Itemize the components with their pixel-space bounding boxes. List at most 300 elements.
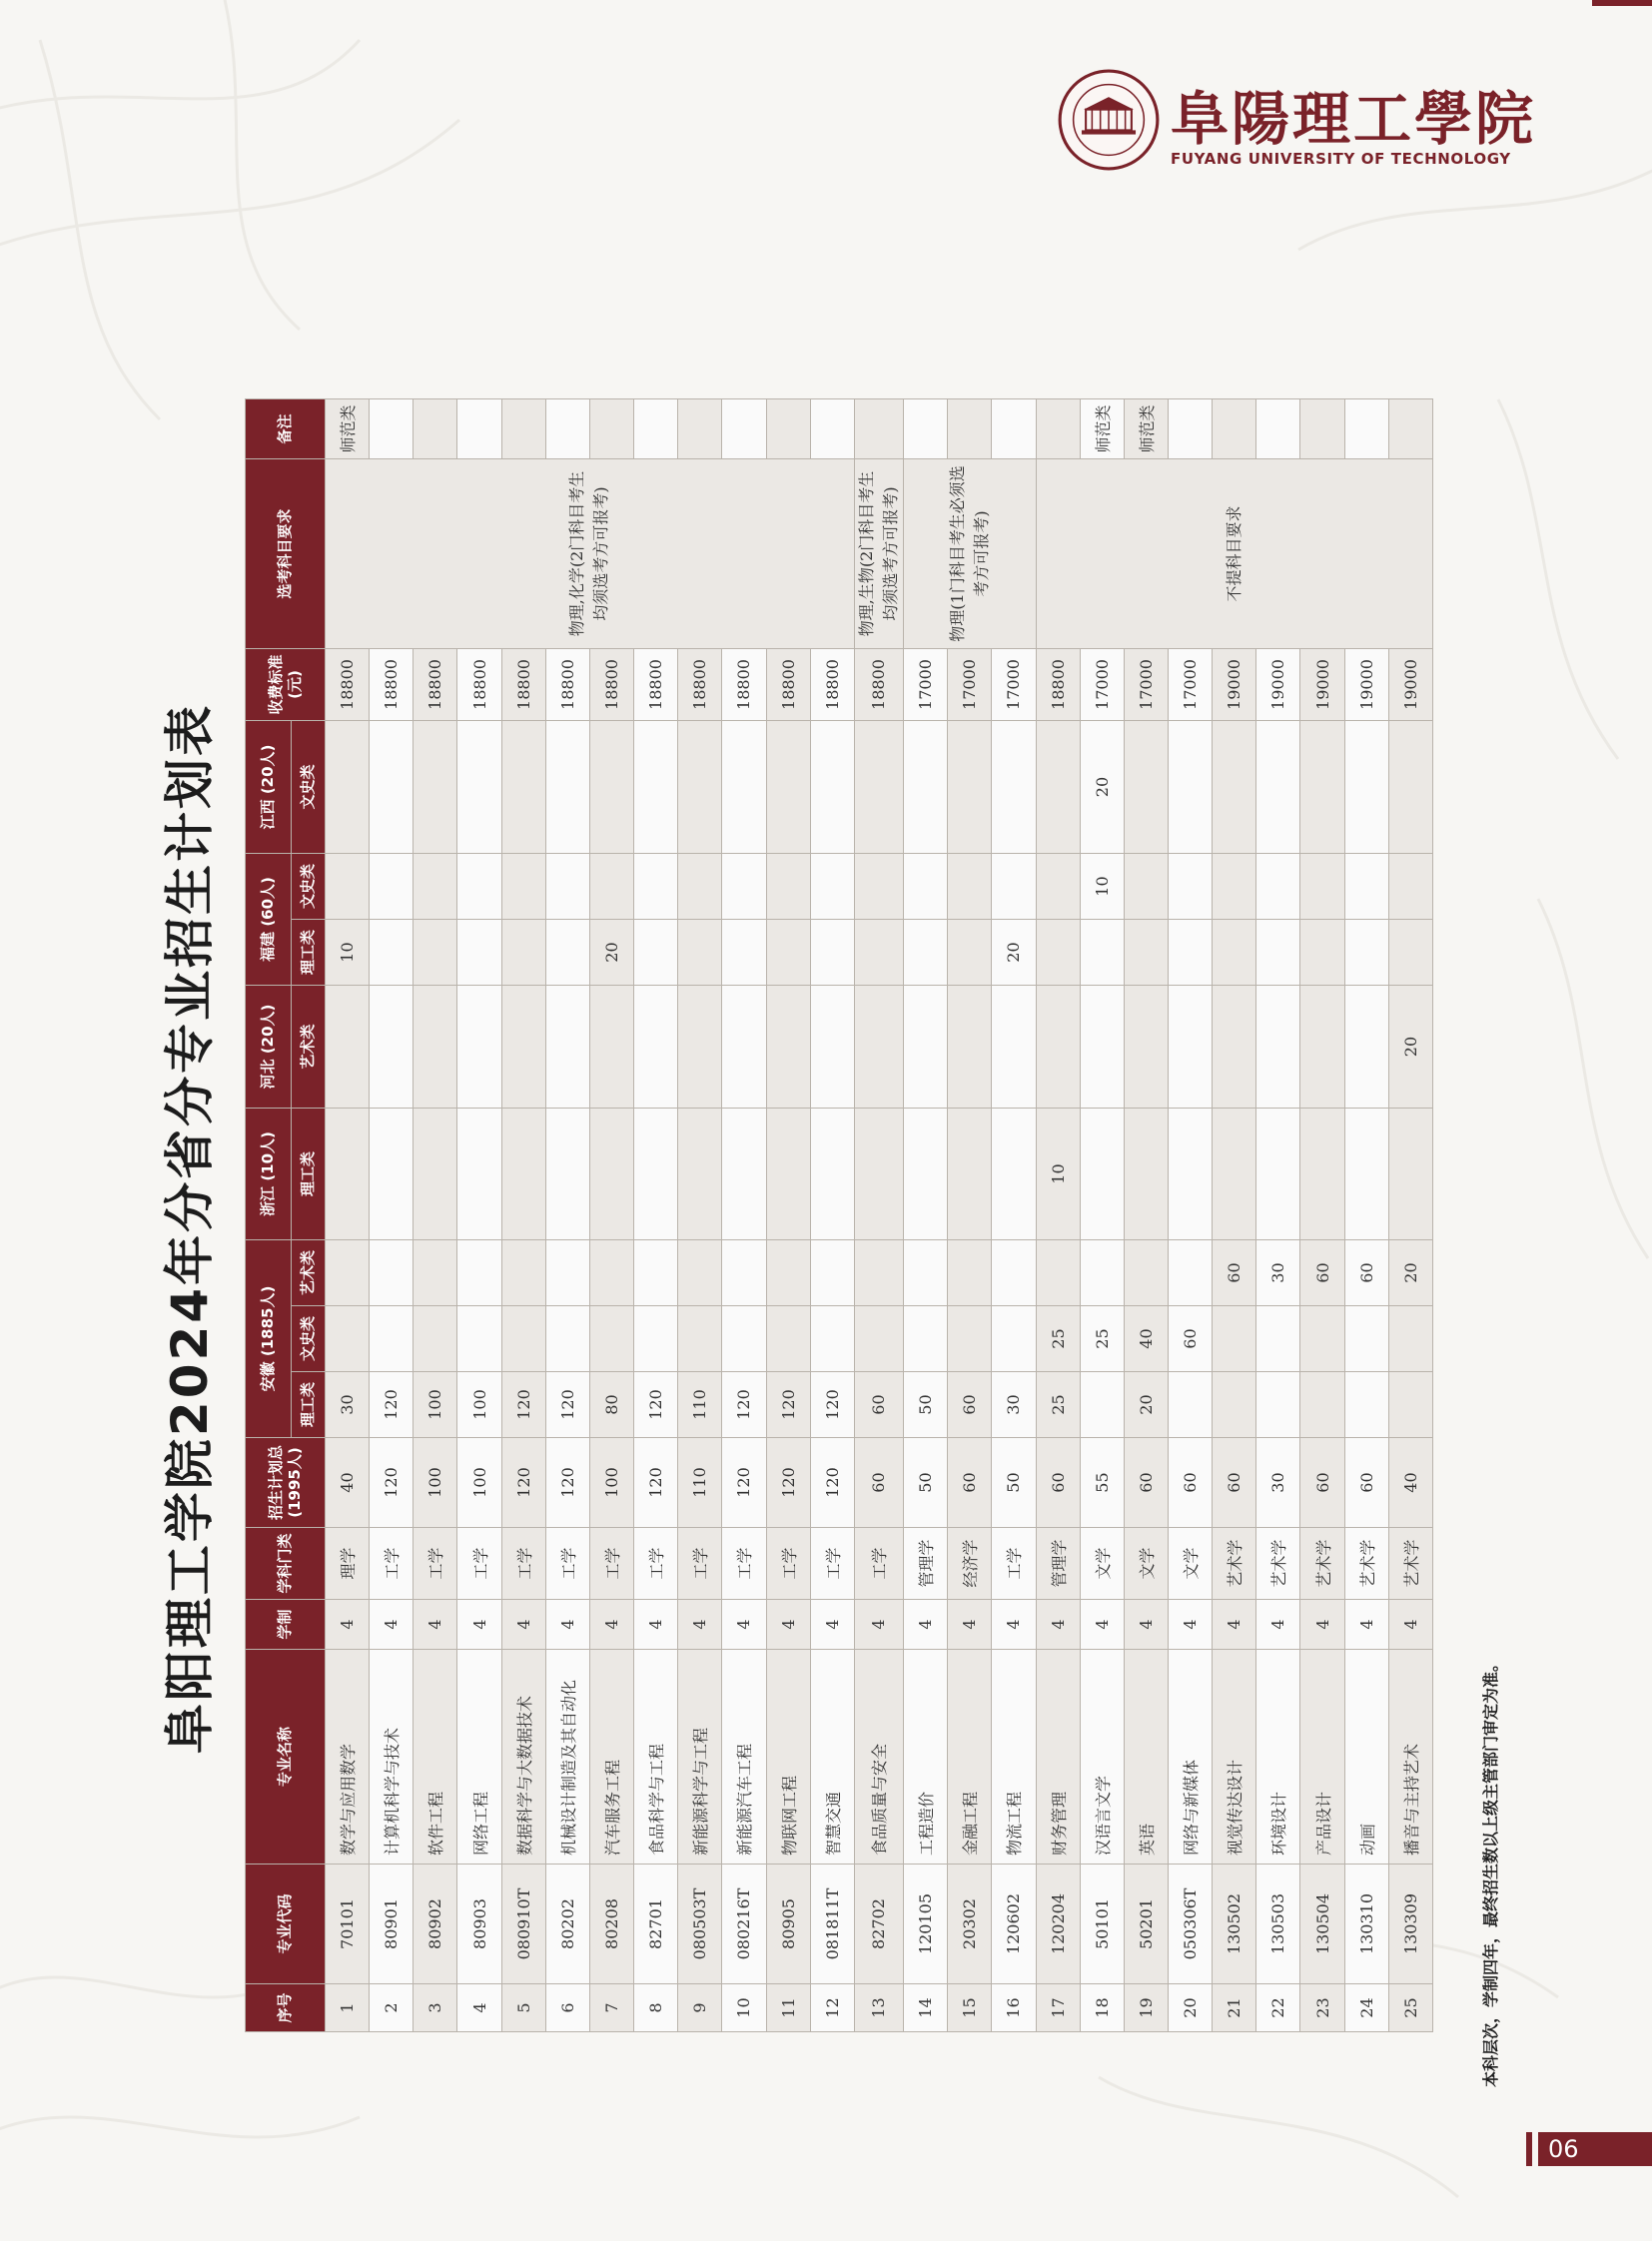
- cell-seq: 19: [1124, 1984, 1168, 2032]
- cell-major-name: 新能源科学与工程: [678, 1650, 722, 1865]
- cell-fujian-sci: [545, 920, 589, 986]
- cell-code: 130503: [1256, 1865, 1300, 1984]
- page-number: 06: [1538, 2132, 1652, 2166]
- cell-remark: [722, 399, 766, 459]
- cell-major-name: 英语: [1124, 1650, 1168, 1865]
- cell-seq: 21: [1213, 1984, 1256, 2032]
- cell-fee: 18800: [501, 649, 545, 721]
- cell-remark: [1300, 399, 1344, 459]
- cell-discipline: 艺术学: [1388, 1528, 1432, 1600]
- header-hebei: 河北 (20人): [246, 986, 292, 1109]
- cell-anhui-art: [501, 1240, 545, 1306]
- cell-fee: 18800: [722, 649, 766, 721]
- cell-anhui-art: [722, 1240, 766, 1306]
- cell-fujian-sci: [722, 920, 766, 986]
- cell-fujian-sci: 20: [589, 920, 633, 986]
- cell-anhui-lit: [545, 1306, 589, 1372]
- cell-years: 4: [992, 1600, 1036, 1650]
- cell-zhejiang-sci: [1168, 1109, 1212, 1240]
- cell-hebei-art: [457, 986, 501, 1109]
- cell-major-name: 财务管理: [1036, 1650, 1080, 1865]
- cell-hebei-art: [854, 986, 903, 1109]
- cell-remark: [1388, 399, 1432, 459]
- cell-anhui-lit: [904, 1306, 948, 1372]
- subject-requirement-cell: 物理,化学(2门科目考生均须选考方可报考): [326, 459, 855, 649]
- cell-fee: 18800: [678, 649, 722, 721]
- cell-anhui-sci: 25: [1036, 1372, 1080, 1438]
- cell-hebei-art: [634, 986, 678, 1109]
- cell-code: 080216T: [722, 1865, 766, 1984]
- cell-years: 4: [1213, 1600, 1256, 1650]
- cell-hebei-art: [1168, 986, 1212, 1109]
- cell-fee: 19000: [1344, 649, 1388, 721]
- cell-anhui-lit: [501, 1306, 545, 1372]
- cell-anhui-art: 60: [1213, 1240, 1256, 1306]
- cell-discipline: 工学: [457, 1528, 501, 1600]
- cell-code: 120204: [1036, 1865, 1080, 1984]
- cell-anhui-art: [678, 1240, 722, 1306]
- cell-anhui-sci: 120: [370, 1372, 413, 1438]
- cell-jiangxi-lit: [589, 721, 633, 854]
- cell-total: 50: [904, 1438, 948, 1528]
- cell-fujian-lit: [501, 854, 545, 920]
- cell-fee: 18800: [766, 649, 810, 721]
- cell-fujian-lit: [810, 854, 854, 920]
- cell-hebei-art: [501, 986, 545, 1109]
- cell-fujian-lit: [1213, 854, 1256, 920]
- cell-discipline: 艺术学: [1256, 1528, 1300, 1600]
- header-total: 招生计划总 (1995人): [246, 1438, 326, 1528]
- footnote: 本科层次，学制四年，最终招生数以上级主管部门审定为准。: [1481, 1655, 1500, 2087]
- cell-total: 60: [1036, 1438, 1080, 1528]
- cell-zhejiang-sci: [589, 1109, 633, 1240]
- cell-anhui-art: [766, 1240, 810, 1306]
- cell-jiangxi-lit: [722, 721, 766, 854]
- cell-anhui-sci: 120: [634, 1372, 678, 1438]
- cell-zhejiang-sci: [1344, 1109, 1388, 1240]
- cell-remark: [678, 399, 722, 459]
- cell-jiangxi-lit: [1124, 721, 1168, 854]
- cell-remark: [948, 399, 992, 459]
- cell-remark: [1344, 399, 1388, 459]
- cell-fee: 19000: [1256, 649, 1300, 721]
- cell-anhui-sci: 60: [854, 1372, 903, 1438]
- cell-seq: 18: [1080, 1984, 1124, 2032]
- cell-discipline: 文学: [1124, 1528, 1168, 1600]
- cell-seq: 2: [370, 1984, 413, 2032]
- cell-seq: 15: [948, 1984, 992, 2032]
- cell-total: 40: [1388, 1438, 1432, 1528]
- cell-jiangxi-lit: [992, 721, 1036, 854]
- cell-years: 4: [326, 1600, 370, 1650]
- cell-fujian-lit: [1168, 854, 1212, 920]
- cell-discipline: 文学: [1168, 1528, 1212, 1600]
- cell-zhejiang-sci: [545, 1109, 589, 1240]
- cell-anhui-lit: [1300, 1306, 1344, 1372]
- cell-fujian-lit: [1388, 854, 1432, 920]
- cell-fujian-sci: 20: [992, 920, 1036, 986]
- cell-anhui-sci: 60: [948, 1372, 992, 1438]
- cell-major-name: 工程造价: [904, 1650, 948, 1865]
- cell-jiangxi-lit: [678, 721, 722, 854]
- cell-total: 60: [1300, 1438, 1344, 1528]
- header-anhui-art: 艺术类: [292, 1240, 326, 1306]
- cell-jiangxi-lit: [370, 721, 413, 854]
- cell-discipline: 工学: [413, 1528, 457, 1600]
- cell-years: 4: [722, 1600, 766, 1650]
- university-name-en: FUYANG UNIVERSITY OF TECHNOLOGY: [1171, 150, 1511, 168]
- cell-anhui-art: [948, 1240, 992, 1306]
- cell-fee: 17000: [1124, 649, 1168, 721]
- cell-total: 120: [634, 1438, 678, 1528]
- cell-fujian-sci: [1080, 920, 1124, 986]
- cell-discipline: 艺术学: [1300, 1528, 1344, 1600]
- table-row: [854, 399, 903, 2032]
- cell-remark: [904, 399, 948, 459]
- cell-fujian-lit: [722, 854, 766, 920]
- cell-jiangxi-lit: [501, 721, 545, 854]
- cell-years: 4: [1388, 1600, 1432, 1650]
- cell-code: 80905: [766, 1865, 810, 1984]
- cell-jiangxi-lit: [948, 721, 992, 854]
- cell-total: 100: [589, 1438, 633, 1528]
- cell-seq: 10: [722, 1984, 766, 2032]
- cell-fee: 19000: [1213, 649, 1256, 721]
- cell-zhejiang-sci: [904, 1109, 948, 1240]
- cell-hebei-art: [1080, 986, 1124, 1109]
- cell-remark: [457, 399, 501, 459]
- cell-fee: 18800: [545, 649, 589, 721]
- cell-fujian-lit: [370, 854, 413, 920]
- cell-major-name: 产品设计: [1300, 1650, 1344, 1865]
- header-fujian-lit: 文史类: [292, 854, 326, 920]
- cell-fujian-lit: [1300, 854, 1344, 920]
- cell-fujian-sci: [904, 920, 948, 986]
- cell-fee: 17000: [948, 649, 992, 721]
- header-fujian: 福建 (60人): [246, 854, 292, 986]
- cell-fujian-sci: [1124, 920, 1168, 986]
- cell-fujian-lit: [1256, 854, 1300, 920]
- cell-anhui-art: 30: [1256, 1240, 1300, 1306]
- cell-years: 4: [766, 1600, 810, 1650]
- cell-major-name: 物流工程: [992, 1650, 1036, 1865]
- page-title: 阜阳理工学院2024年分省分专业招生计划表: [161, 702, 219, 1755]
- header-jiangxi-lit: 文史类: [292, 721, 326, 854]
- cell-zhejiang-sci: [1124, 1109, 1168, 1240]
- cell-hebei-art: [1036, 986, 1080, 1109]
- cell-remark: [1036, 399, 1080, 459]
- cell-jiangxi-lit: [1036, 721, 1080, 854]
- cell-anhui-art: [589, 1240, 633, 1306]
- cell-fee: 18800: [413, 649, 457, 721]
- header-discipline: 学科门类: [246, 1528, 326, 1600]
- cell-zhejiang-sci: [1080, 1109, 1124, 1240]
- table-row: [904, 399, 948, 2032]
- cell-jiangxi-lit: [457, 721, 501, 854]
- cell-code: 120105: [904, 1865, 948, 1984]
- cell-fujian-sci: [634, 920, 678, 986]
- header-years: 学制: [246, 1600, 326, 1650]
- cell-fujian-sci: [413, 920, 457, 986]
- cell-fee: 18800: [810, 649, 854, 721]
- cell-major-name: 数学与应用数学: [326, 1650, 370, 1865]
- cell-hebei-art: [810, 986, 854, 1109]
- cell-fujian-lit: [413, 854, 457, 920]
- cell-code: 80902: [413, 1865, 457, 1984]
- cell-seq: 23: [1300, 1984, 1344, 2032]
- cell-years: 4: [810, 1600, 854, 1650]
- cell-years: 4: [413, 1600, 457, 1650]
- cell-anhui-sci: 120: [722, 1372, 766, 1438]
- cell-jiangxi-lit: [413, 721, 457, 854]
- cell-remark: [634, 399, 678, 459]
- cell-anhui-art: [1124, 1240, 1168, 1306]
- cell-fujian-sci: [1036, 920, 1080, 986]
- cell-fee: 18800: [326, 649, 370, 721]
- cell-fujian-lit: [545, 854, 589, 920]
- cell-zhejiang-sci: [326, 1109, 370, 1240]
- cell-code: 130504: [1300, 1865, 1344, 1984]
- cell-fee: 19000: [1300, 649, 1344, 721]
- cell-major-name: 汉语言文学: [1080, 1650, 1124, 1865]
- cell-major-name: 智慧交通: [810, 1650, 854, 1865]
- cell-anhui-art: [326, 1240, 370, 1306]
- cell-anhui-lit: [370, 1306, 413, 1372]
- cell-discipline: 文学: [1080, 1528, 1124, 1600]
- cell-code: 80903: [457, 1865, 501, 1984]
- cell-code: 80202: [545, 1865, 589, 1984]
- cell-zhejiang-sci: [457, 1109, 501, 1240]
- cell-hebei-art: [1256, 986, 1300, 1109]
- cell-anhui-sci: 120: [810, 1372, 854, 1438]
- cell-fee: 17000: [1168, 649, 1212, 721]
- cell-remark: [810, 399, 854, 459]
- cell-discipline: 工学: [545, 1528, 589, 1600]
- cell-jiangxi-lit: 20: [1080, 721, 1124, 854]
- header-seq: 序号: [246, 1984, 326, 2032]
- header-anhui-lit: 文史类: [292, 1306, 326, 1372]
- cell-jiangxi-lit: [766, 721, 810, 854]
- header-name: 专业名称: [246, 1650, 326, 1865]
- cell-anhui-lit: [457, 1306, 501, 1372]
- cell-fee: 18800: [634, 649, 678, 721]
- cell-anhui-sci: 100: [457, 1372, 501, 1438]
- cell-remark: [545, 399, 589, 459]
- cell-anhui-sci: 30: [992, 1372, 1036, 1438]
- cell-jiangxi-lit: [854, 721, 903, 854]
- cell-total: 110: [678, 1438, 722, 1528]
- cell-fee: 18800: [457, 649, 501, 721]
- cell-years: 4: [1256, 1600, 1300, 1650]
- cell-total: 60: [1168, 1438, 1212, 1528]
- cell-anhui-sci: 110: [678, 1372, 722, 1438]
- cell-seq: 14: [904, 1984, 948, 2032]
- subject-requirement-cell: 不提科目要求: [1036, 459, 1432, 649]
- cell-years: 4: [1036, 1600, 1080, 1650]
- cell-remark: [1168, 399, 1212, 459]
- cell-fujian-sci: [1388, 920, 1432, 986]
- cell-hebei-art: [1213, 986, 1256, 1109]
- cell-remark: [589, 399, 633, 459]
- cell-anhui-art: [1036, 1240, 1080, 1306]
- cell-anhui-lit: [766, 1306, 810, 1372]
- cell-years: 4: [1168, 1600, 1212, 1650]
- cell-fujian-sci: [370, 920, 413, 986]
- cell-anhui-art: [904, 1240, 948, 1306]
- cell-anhui-lit: 60: [1168, 1306, 1212, 1372]
- cell-hebei-art: [589, 986, 633, 1109]
- cell-hebei-art: [370, 986, 413, 1109]
- cell-jiangxi-lit: [904, 721, 948, 854]
- cell-major-name: 金融工程: [948, 1650, 992, 1865]
- cell-jiangxi-lit: [1388, 721, 1432, 854]
- cell-anhui-lit: [589, 1306, 633, 1372]
- cell-code: 080910T: [501, 1865, 545, 1984]
- cell-seq: 9: [678, 1984, 722, 2032]
- header-anhui-sci: 理工类: [292, 1372, 326, 1438]
- cell-anhui-art: [457, 1240, 501, 1306]
- cell-fujian-lit: [992, 854, 1036, 920]
- subject-requirement-cell: 物理(1门科目考生必须选考方可报考): [904, 459, 1036, 649]
- cell-code: 50201: [1124, 1865, 1168, 1984]
- cell-major-name: 机械设计制造及其自动化: [545, 1650, 589, 1865]
- cell-fujian-lit: [457, 854, 501, 920]
- cell-code: 80208: [589, 1865, 633, 1984]
- cell-anhui-sci: [1344, 1372, 1388, 1438]
- cell-zhejiang-sci: [1300, 1109, 1344, 1240]
- cell-hebei-art: [992, 986, 1036, 1109]
- cell-zhejiang-sci: [992, 1109, 1036, 1240]
- cell-zhejiang-sci: [501, 1109, 545, 1240]
- cell-fee: 19000: [1388, 649, 1432, 721]
- cell-anhui-art: [413, 1240, 457, 1306]
- cell-discipline: 工学: [370, 1528, 413, 1600]
- cell-total: 100: [457, 1438, 501, 1528]
- cell-fujian-lit: [904, 854, 948, 920]
- cell-anhui-sci: 120: [766, 1372, 810, 1438]
- cell-discipline: 艺术学: [1344, 1528, 1388, 1600]
- header-hebei-art: 艺术类: [292, 986, 326, 1109]
- cell-years: 4: [1300, 1600, 1344, 1650]
- cell-discipline: 工学: [854, 1528, 903, 1600]
- cell-anhui-sci: 120: [545, 1372, 589, 1438]
- cell-fujian-sci: [810, 920, 854, 986]
- cell-anhui-sci: 30: [326, 1372, 370, 1438]
- cell-jiangxi-lit: [810, 721, 854, 854]
- cell-remark: [766, 399, 810, 459]
- cell-seq: 13: [854, 1984, 903, 2032]
- cell-seq: 20: [1168, 1984, 1212, 2032]
- cell-code: 82701: [634, 1865, 678, 1984]
- cell-years: 4: [904, 1600, 948, 1650]
- cell-anhui-art: 60: [1344, 1240, 1388, 1306]
- cell-anhui-sci: [1256, 1372, 1300, 1438]
- cell-years: 4: [589, 1600, 633, 1650]
- cell-hebei-art: [1124, 986, 1168, 1109]
- cell-total: 120: [722, 1438, 766, 1528]
- cell-anhui-art: [634, 1240, 678, 1306]
- cell-fee: 18800: [370, 649, 413, 721]
- cell-fujian-sci: [501, 920, 545, 986]
- header-subject-req: 选考科目要求: [246, 459, 326, 649]
- cell-anhui-lit: 25: [1080, 1306, 1124, 1372]
- cell-hebei-art: [722, 986, 766, 1109]
- cell-anhui-sci: 100: [413, 1372, 457, 1438]
- cell-anhui-lit: [1213, 1306, 1256, 1372]
- cell-remark: 师范类: [326, 399, 370, 459]
- cell-remark: [501, 399, 545, 459]
- cell-total: 120: [545, 1438, 589, 1528]
- cell-jiangxi-lit: [326, 721, 370, 854]
- cell-years: 4: [678, 1600, 722, 1650]
- cell-zhejiang-sci: [678, 1109, 722, 1240]
- cell-code: 50101: [1080, 1865, 1124, 1984]
- cell-zhejiang-sci: [810, 1109, 854, 1240]
- cell-fujian-lit: [766, 854, 810, 920]
- cell-jiangxi-lit: [1168, 721, 1212, 854]
- cell-zhejiang-sci: 10: [1036, 1109, 1080, 1240]
- cell-anhui-lit: [634, 1306, 678, 1372]
- cell-anhui-lit: [1388, 1306, 1432, 1372]
- cell-anhui-lit: [854, 1306, 903, 1372]
- cell-total: 60: [1124, 1438, 1168, 1528]
- cell-seq: 12: [810, 1984, 854, 2032]
- cell-zhejiang-sci: [766, 1109, 810, 1240]
- cell-discipline: 工学: [678, 1528, 722, 1600]
- cell-discipline: 艺术学: [1213, 1528, 1256, 1600]
- cell-fujian-lit: [948, 854, 992, 920]
- header-fujian-sci: 理工类: [292, 920, 326, 986]
- cell-hebei-art: [326, 986, 370, 1109]
- cell-anhui-art: 60: [1300, 1240, 1344, 1306]
- cell-hebei-art: 20: [1388, 986, 1432, 1109]
- cell-seq: 25: [1388, 1984, 1432, 2032]
- cell-total: 120: [766, 1438, 810, 1528]
- cell-anhui-lit: [948, 1306, 992, 1372]
- cell-major-name: 软件工程: [413, 1650, 457, 1865]
- cell-fee: 17000: [992, 649, 1036, 721]
- university-name-cn: 阜陽理工學院: [1171, 85, 1537, 153]
- cell-fujian-sci: [678, 920, 722, 986]
- cell-fujian-lit: [854, 854, 903, 920]
- cell-jiangxi-lit: [634, 721, 678, 854]
- cell-discipline: 工学: [501, 1528, 545, 1600]
- cell-zhejiang-sci: [413, 1109, 457, 1240]
- table-body: [326, 399, 1433, 2032]
- cell-major-name: 计算机科学与技术: [370, 1650, 413, 1865]
- cell-years: 4: [457, 1600, 501, 1650]
- cell-fujian-sci: [854, 920, 903, 986]
- cell-fujian-sci: 10: [326, 920, 370, 986]
- cell-code: 20302: [948, 1865, 992, 1984]
- cell-zhejiang-sci: [1213, 1109, 1256, 1240]
- cell-code: 80901: [370, 1865, 413, 1984]
- cell-total: 100: [413, 1438, 457, 1528]
- header-fee: 收费标准 (元): [246, 649, 326, 721]
- cell-jiangxi-lit: [1213, 721, 1256, 854]
- cell-years: 4: [854, 1600, 903, 1650]
- cell-anhui-lit: [992, 1306, 1036, 1372]
- cell-discipline: 经济学: [948, 1528, 992, 1600]
- cell-anhui-lit: [810, 1306, 854, 1372]
- cell-major-name: 食品质量与安全: [854, 1650, 903, 1865]
- cell-total: 55: [1080, 1438, 1124, 1528]
- cell-remark: [854, 399, 903, 459]
- cell-code: 70101: [326, 1865, 370, 1984]
- cell-seq: 17: [1036, 1984, 1080, 2032]
- cell-anhui-lit: 40: [1124, 1306, 1168, 1372]
- cell-discipline: 工学: [766, 1528, 810, 1600]
